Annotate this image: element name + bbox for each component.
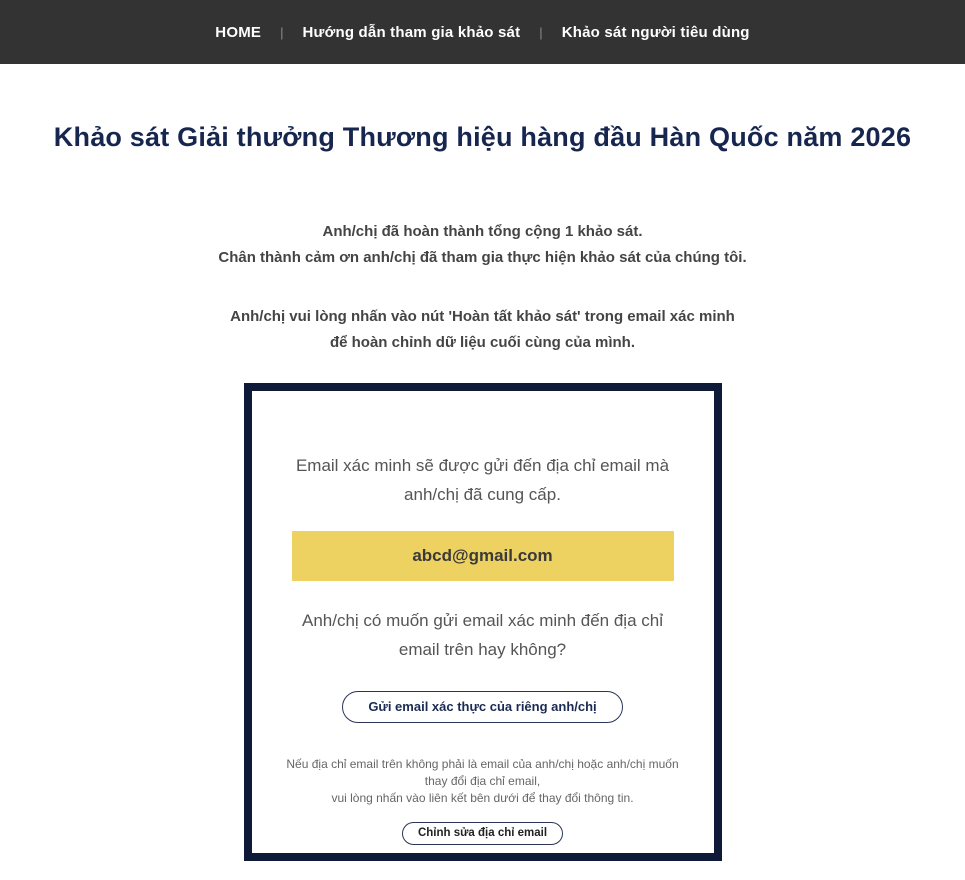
change-email-note-line-3: vui lòng nhấn vào liên kết bên dưới để thay đổi thông tin. xyxy=(331,791,634,805)
edit-email-address-button[interactable]: Chỉnh sửa địa chỉ email xyxy=(402,822,563,845)
verification-info-line-1: Email xác minh sẽ được gửi đến địa chỉ email mà xyxy=(295,456,670,475)
nav-item-survey-guide[interactable]: Hướng dẫn tham gia khảo sát xyxy=(302,23,521,41)
edit-button-row xyxy=(252,822,714,845)
nav-divider: | xyxy=(539,24,543,40)
change-email-note xyxy=(252,756,714,807)
change-email-note-line-2: thay đổi địa chỉ email, xyxy=(424,774,541,788)
instruction-line-2: để hoàn chỉnh dữ liệu cuối cùng của mình. xyxy=(329,334,636,351)
nav-item-consumer-survey[interactable]: Khảo sát người tiêu dùng xyxy=(561,23,750,41)
send-verification-email-button[interactable]: Gửi email xác thực của riêng anh/chị xyxy=(342,691,622,723)
page-title: Khảo sát Giải thưởng Thương hiệu hàng đầu Hàn Quốc năm 2026 xyxy=(53,122,912,152)
instruction-message xyxy=(0,304,965,356)
verification-question-line-1: Anh/chị có muốn gửi email xác minh đến địa chỉ xyxy=(301,611,663,630)
send-button-row xyxy=(252,691,714,723)
main-nav xyxy=(215,24,749,41)
email-verification-box xyxy=(244,383,722,861)
change-email-note-line-1: Nếu địa chỉ email trên không phải là email của anh/chị hoặc anh/chị muốn xyxy=(286,757,679,771)
nav-divider: | xyxy=(280,24,284,40)
verification-question-line-2: email trên hay không? xyxy=(398,640,567,659)
nav-item-home[interactable]: HOME xyxy=(215,23,262,41)
verification-question-text xyxy=(252,606,714,664)
verification-info-line-2: anh/chị đã cung cấp. xyxy=(404,485,561,504)
completion-line-1: Anh/chị đã hoàn thành tổng cộng 1 khảo sát. xyxy=(322,223,643,240)
completion-message xyxy=(0,219,965,271)
verification-info-text xyxy=(252,451,714,509)
email-address-display: abcd@gmail.com xyxy=(292,531,674,581)
instruction-line-1: Anh/chị vui lòng nhấn vào nút 'Hoàn tất khảo sát' trong email xác minh xyxy=(230,308,735,325)
top-header xyxy=(0,0,965,64)
completion-line-2: Chân thành cảm ơn anh/chị đã tham gia thực hiện khảo sát của chúng tôi. xyxy=(218,249,747,266)
